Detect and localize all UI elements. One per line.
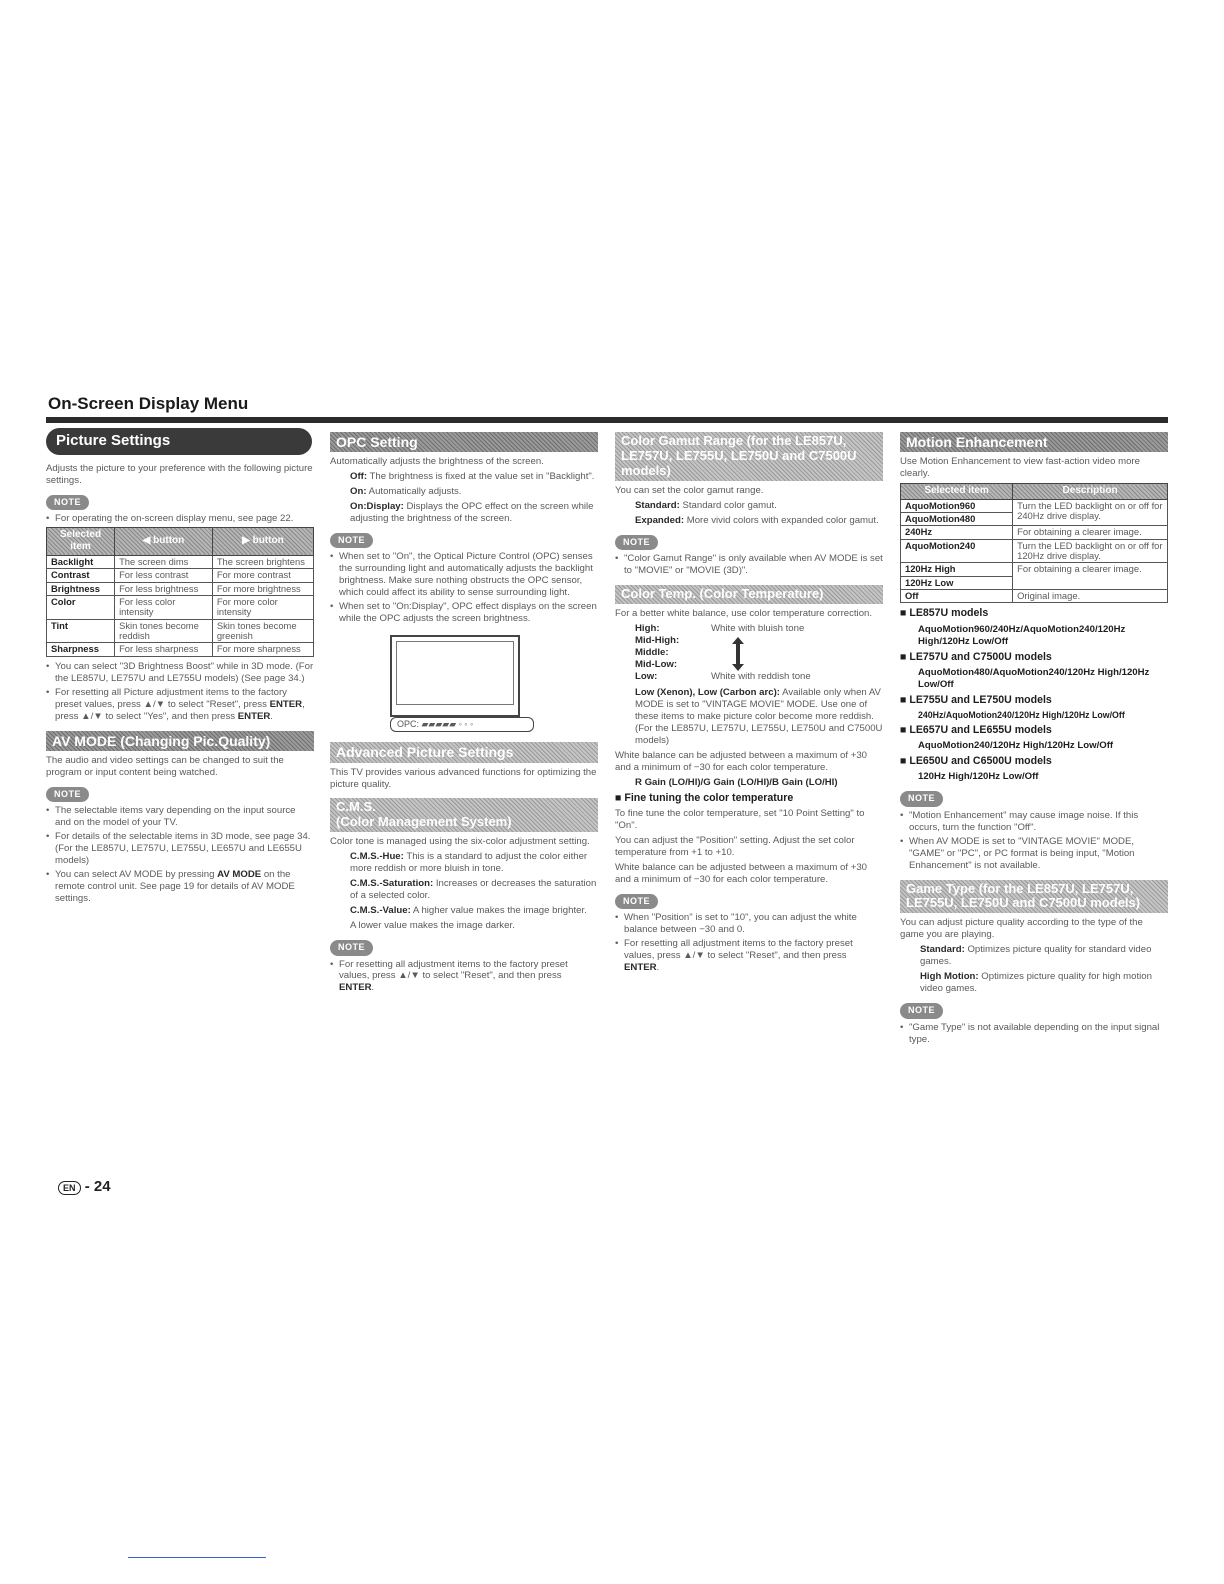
model-heading: ■ LE757U and C7500U models	[900, 651, 1168, 664]
table-row	[901, 539, 1168, 563]
table-cell: Tint	[47, 619, 115, 643]
note-item: • For details of the selectable items in 3D mode, see page 34. (For the LE857U, LE757U, LE755U, LE657U and LE655U models)	[55, 831, 314, 867]
cms-heading	[330, 798, 598, 832]
definition: Standard color gamut.	[682, 499, 777, 511]
table-cell: For more contrast	[212, 569, 313, 582]
color-gamut-heading: Color Gamut Range (for the LE857U, LE757U, LE755U, LE750U and C7500U models)	[615, 432, 883, 481]
definition: Available only when AV MODE is set to "VINTAGE MOVIE" MODE. Use one of these items to make picture color become more reddish. (For the LE857U, LE757U, LE755U, LE750U and C7500U models)	[635, 686, 883, 746]
term: Expanded:	[635, 514, 685, 526]
model-settings: AquoMotion480/AquoMotion240/120Hz High/120Hz Low/Off	[918, 666, 1150, 690]
model-heading: ■ LE650U and C6500U models	[900, 755, 1168, 768]
fine-tuning-p2: You can adjust the "Position" setting. Adjust the set color temperature from +1 to +10.	[615, 834, 855, 858]
note-item: • When AV MODE is set to "VINTAGE MOVIE" MODE, "GAME" or "PC", or PC format is being input, "Motion Enhancement" is not available.	[909, 836, 1168, 872]
game-high-motion	[900, 971, 1168, 995]
av-mode-key-label: AV MODE	[217, 868, 262, 880]
table-cell: Color	[47, 595, 115, 619]
table-cell: Backlight	[47, 555, 115, 568]
enter-key-label: ENTER	[624, 962, 657, 974]
color-temp-heading: Color Temp. (Color Temperature)	[615, 585, 883, 604]
game-type-heading: Game Type (for the LE857U, LE757U, LE755U, LE750U and C7500U models)	[900, 880, 1168, 914]
term: On:Display:	[350, 501, 404, 513]
table-header: Selected item	[901, 484, 1013, 500]
white-balance-text: White balance can be adjusted between a maximum of +30 and a minimum of −30 for each color temperature.	[615, 749, 867, 773]
table-cell: For more color intensity	[212, 595, 313, 619]
picture-settings-intro: Adjusts the picture to your preference with the following picture settings.	[46, 462, 313, 486]
table-cell: Original image.	[1013, 589, 1168, 602]
bullet-text: .	[270, 710, 273, 722]
note-item: • "Game Type" is not available depending on the input signal type.	[909, 1022, 1168, 1046]
definition: Optimizes picture quality for standard video games.	[920, 944, 1152, 968]
temp-desc: White with reddish tone	[711, 670, 811, 682]
note-item: • When set to "On", the Optical Picture Control (OPC) senses the surrounding light and automatically adjusts the backlight brightness. Make sure nothing obstructs the OPC sensor, which could affect its ability to sense surrounding light.	[339, 551, 598, 599]
note-badge: NOTE	[330, 533, 373, 548]
temp-label: Low:	[635, 670, 658, 682]
table-cell: Contrast	[47, 569, 115, 582]
enter-key-label: ENTER	[339, 982, 372, 994]
opc-on-display	[330, 501, 598, 525]
note-badge: NOTE	[900, 791, 943, 806]
cms-heading-line: C.M.S.	[336, 799, 376, 815]
term: C.M.S.-Value:	[350, 905, 411, 917]
model-settings: AquoMotion960/240Hz/AquoMotion240/120Hz High/120Hz Low/Off	[918, 623, 1126, 647]
table-row	[901, 589, 1168, 602]
term: High Motion:	[920, 971, 979, 983]
table-cell: For less brightness	[115, 582, 213, 595]
definition: This is a standard to adjust the color either more reddish or more bluish in tone.	[350, 851, 588, 875]
table-cell: For obtaining a clearer image.	[1013, 563, 1168, 590]
table-header: ▶ button	[212, 527, 313, 555]
definition: Displays the OPC effect on the screen while adjusting the brightness of the screen.	[350, 501, 594, 525]
note-item: • "Motion Enhancement" may cause image noise. If this occurs, turn the function "Off".	[909, 810, 1168, 834]
model-settings: 240Hz/AquoMotion240/120Hz High/120Hz Low/Off	[918, 709, 1125, 720]
game-standard	[900, 944, 1168, 968]
bullet-text: For resetting all adjustment items to the factory preset values, press ▲/▼ to select "Reset", and then press	[624, 938, 853, 962]
cms-heading-line: (Color Management System)	[336, 814, 512, 830]
picture-settings-table	[46, 527, 314, 657]
temp-row	[635, 647, 883, 659]
fine-tuning-heading: ■ Fine tuning the color temperature	[615, 792, 883, 805]
motion-intro: Use Motion Enhancement to view fast-action video more clearly.	[900, 456, 1140, 480]
game-type-intro: You can adjust picture quality according to the type of the game you are playing.	[900, 917, 1143, 941]
opc-on	[330, 486, 598, 498]
bullet-text: .	[656, 962, 660, 974]
table-row	[901, 526, 1168, 539]
term: Standard:	[635, 499, 680, 511]
column-3	[615, 428, 883, 976]
opc-heading: OPC Setting	[330, 432, 598, 452]
table-row	[47, 555, 314, 568]
table-header: ◀ button	[115, 527, 213, 555]
cms-value-2: A lower value makes the image darker.	[350, 920, 515, 932]
table-cell: For more sharpness	[212, 643, 313, 656]
table-cell: 240Hz	[901, 526, 1013, 539]
gamut-standard	[615, 500, 883, 512]
color-temp-intro: For a better white balance, use color temperature correction.	[615, 607, 873, 619]
term: C.M.S.-Saturation:	[350, 878, 434, 890]
cms-saturation	[330, 878, 598, 902]
picture-settings-heading: Picture Settings	[46, 428, 312, 455]
table-row	[47, 643, 314, 656]
term: Low (Xenon), Low (Carbon arc):	[635, 686, 780, 698]
note-item	[339, 959, 598, 995]
table-cell: AquoMotion240	[901, 539, 1013, 563]
table-cell: For less contrast	[115, 569, 213, 582]
temp-label: Middle:	[635, 646, 669, 658]
term: C.M.S.-Hue:	[350, 851, 404, 863]
bullet-text: For resetting all Picture adjustment items to the factory preset values, press ▲/▼ to select "Reset", press	[55, 686, 287, 710]
temp-desc: White with bluish tone	[711, 622, 805, 634]
note-item: • When set to "On:Display", OPC effect displays on the screen while the OPC adjusts the screen brightness.	[339, 601, 598, 625]
rgb-gain-label: R Gain (LO/HI)/G Gain (LO/HI)/B Gain (LO/HI)	[635, 776, 838, 788]
term: Standard:	[920, 944, 965, 956]
table-cell: The screen brightens	[212, 555, 313, 568]
temp-row	[635, 659, 883, 671]
table-row	[47, 595, 314, 619]
bullet-text: For resetting all adjustment items to the factory preset values, press ▲/▼ to select "Reset", and then press	[339, 958, 568, 982]
note-item	[55, 869, 314, 905]
note-badge: NOTE	[46, 787, 89, 802]
language-badge: EN	[58, 1181, 81, 1195]
note-badge: NOTE	[900, 1003, 943, 1018]
temp-row	[635, 671, 883, 683]
term: Off:	[350, 471, 368, 483]
note-item: • The selectable items vary depending on the input source and on the model of your TV.	[55, 805, 314, 829]
note-item: • "Color Gamut Range" is only available when AV MODE is set to "MOVIE" or "MOVIE (3D)".	[624, 553, 883, 577]
gamut-expanded	[615, 515, 883, 527]
motion-table	[900, 483, 1168, 603]
model-heading: ■ LE755U and LE750U models	[900, 694, 1168, 707]
cms-hue	[330, 851, 598, 875]
table-cell: For obtaining a clearer image.	[1013, 526, 1168, 539]
definition: Automatically adjusts.	[368, 486, 462, 498]
column-4	[900, 428, 1168, 1048]
table-cell: Brightness	[47, 582, 115, 595]
table-cell: 120Hz High	[901, 563, 1013, 576]
double-arrow-icon	[731, 637, 745, 671]
title-rule	[46, 417, 1168, 423]
table-cell: Turn the LED backlight on or off for 240Hz drive display.	[1013, 499, 1168, 526]
tv-illustration	[390, 635, 520, 717]
table-row	[47, 569, 314, 582]
motion-enhancement-heading: Motion Enhancement	[900, 432, 1168, 452]
definition: More vivid colors with expanded color gamut.	[686, 514, 879, 526]
table-header: Selected item	[47, 527, 115, 555]
table-cell: Off	[901, 589, 1013, 602]
temp-label: Mid-Low:	[635, 658, 678, 670]
page-number: - 24	[84, 1178, 111, 1195]
table-header: Description	[1013, 484, 1168, 500]
table-cell: AquoMotion480	[901, 512, 1013, 525]
definition: Optimizes picture quality for high motion video games.	[920, 971, 1152, 995]
table-cell: The screen dims	[115, 555, 213, 568]
term: On:	[350, 486, 367, 498]
cms-value	[330, 905, 598, 917]
av-mode-intro: The audio and video settings can be changed to suit the program or input content being watched.	[46, 754, 284, 778]
page-footer	[58, 1178, 111, 1195]
note-badge: NOTE	[46, 495, 89, 510]
temp-row	[635, 623, 883, 635]
note-item	[624, 938, 883, 974]
advanced-picture-heading: Advanced Picture Settings	[330, 742, 598, 762]
bullet-text: on the remote control unit. See page 19 for details of AV MODE settings.	[55, 868, 295, 904]
note-badge: NOTE	[330, 940, 373, 955]
note-badge: NOTE	[615, 894, 658, 909]
note-item: • For operating the on-screen display menu, see page 22.	[55, 513, 314, 525]
table-cell: Turn the LED backlight on or off for 120Hz drive display.	[1013, 539, 1168, 563]
page-title: On-Screen Display Menu	[48, 394, 249, 413]
av-mode-heading: AV MODE (Changing Pic.Quality)	[46, 731, 314, 751]
table-row	[901, 499, 1168, 512]
bullet-3d-boost: • You can select "3D Brightness Boost" while in 3D mode. (For the LE857U, LE757U and LE755U models) (See page 34.)	[55, 661, 314, 685]
model-settings: AquoMotion240/120Hz High/120Hz Low/Off	[918, 740, 1114, 752]
opc-indicator: OPC: ▰▰▰▰▰ ◦ ◦ ◦	[390, 717, 534, 732]
bullet-text: , press ▲/▼ to select "Yes", and then press	[55, 698, 305, 722]
table-row	[47, 619, 314, 643]
model-list	[900, 607, 1168, 783]
table-row	[47, 582, 314, 595]
temp-row	[635, 635, 883, 647]
fine-tuning-p1: To fine tune the color temperature, set "10 Point Setting" to "On".	[615, 807, 865, 831]
temp-low-xenon	[615, 687, 883, 747]
advanced-intro: This TV provides various advanced functions for optimizing the picture quality.	[330, 766, 597, 790]
bullet-reset	[55, 687, 314, 723]
definition: A higher value makes the image brighter.	[412, 905, 587, 917]
enter-key-label: ENTER	[269, 698, 303, 710]
table-cell: Skin tones become reddish	[115, 619, 213, 643]
color-gamut-intro: You can set the color gamut range.	[615, 484, 764, 496]
footer-link-line	[128, 1557, 266, 1558]
table-cell: For less sharpness	[115, 643, 213, 656]
temp-scale	[615, 623, 883, 683]
cms-intro: Color tone is managed using the six-color adjustment setting.	[330, 836, 590, 848]
opc-intro: Automatically adjusts the brightness of the screen.	[330, 456, 544, 468]
table-cell: Skin tones become greenish	[212, 619, 313, 643]
temp-label: Mid-High:	[635, 634, 680, 646]
fine-tuning-p3: White balance can be adjusted between a maximum of +30 and a minimum of −30 for each color temperature.	[615, 861, 867, 885]
note-item: • When "Position" is set to "10", you can adjust the white balance between −30 and 0.	[624, 912, 883, 936]
table-cell: For more brightness	[212, 582, 313, 595]
temp-label: High:	[635, 622, 660, 634]
column-1	[46, 428, 314, 907]
definition: Increases or decreases the saturation of a selected color.	[350, 878, 597, 902]
model-heading: ■ LE657U and LE655U models	[900, 724, 1168, 737]
note-badge: NOTE	[615, 535, 658, 550]
definition: The brightness is fixed at the value set in "Backlight".	[369, 471, 595, 483]
opc-off	[330, 471, 598, 483]
bullet-text: You can select AV MODE by pressing	[55, 868, 218, 880]
column-2	[330, 428, 598, 996]
model-settings: 120Hz High/120Hz Low/Off	[918, 771, 1039, 783]
model-heading: ■ LE857U models	[900, 607, 1168, 620]
enter-key-label: ENTER	[237, 710, 271, 722]
table-row	[901, 563, 1168, 576]
table-cell: Sharpness	[47, 643, 115, 656]
table-cell: For less color intensity	[115, 595, 213, 619]
table-cell: AquoMotion960	[901, 499, 1013, 512]
bullet-text: .	[371, 982, 375, 994]
table-cell: 120Hz Low	[901, 576, 1013, 589]
